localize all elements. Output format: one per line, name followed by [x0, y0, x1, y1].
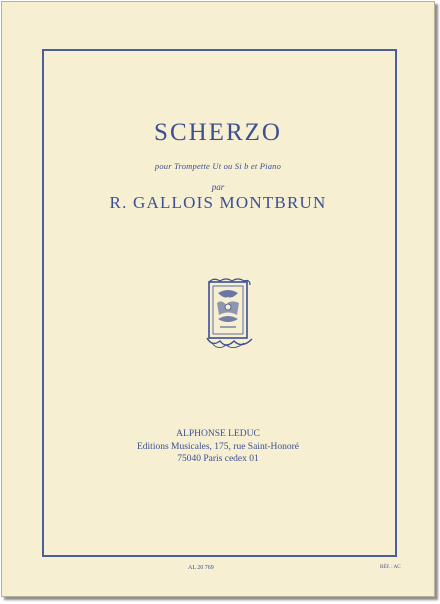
instrumentation-subtitle: pour Trompette Ut ou Si b et Piano — [154, 161, 282, 171]
publisher-emblem-icon — [206, 277, 254, 353]
publisher-block — [2, 428, 434, 466]
publisher-address-line2: 75040 Paris cedex 01 — [177, 454, 259, 464]
score-cover — [1, 1, 435, 597]
reference-code: RÉF. : AC — [380, 565, 401, 570]
composer-name: R. GALLOIS MONTBRUN — [109, 193, 327, 212]
by-label: par — [211, 182, 225, 192]
publisher-name: ALPHONSE LEDUC — [176, 429, 260, 439]
score-title: SCHERZO — [154, 119, 282, 146]
publisher-address-line1: Editions Musicales, 175, rue Saint-Honoré — [136, 441, 299, 452]
catalog-number: AL 20 769 — [188, 565, 214, 571]
